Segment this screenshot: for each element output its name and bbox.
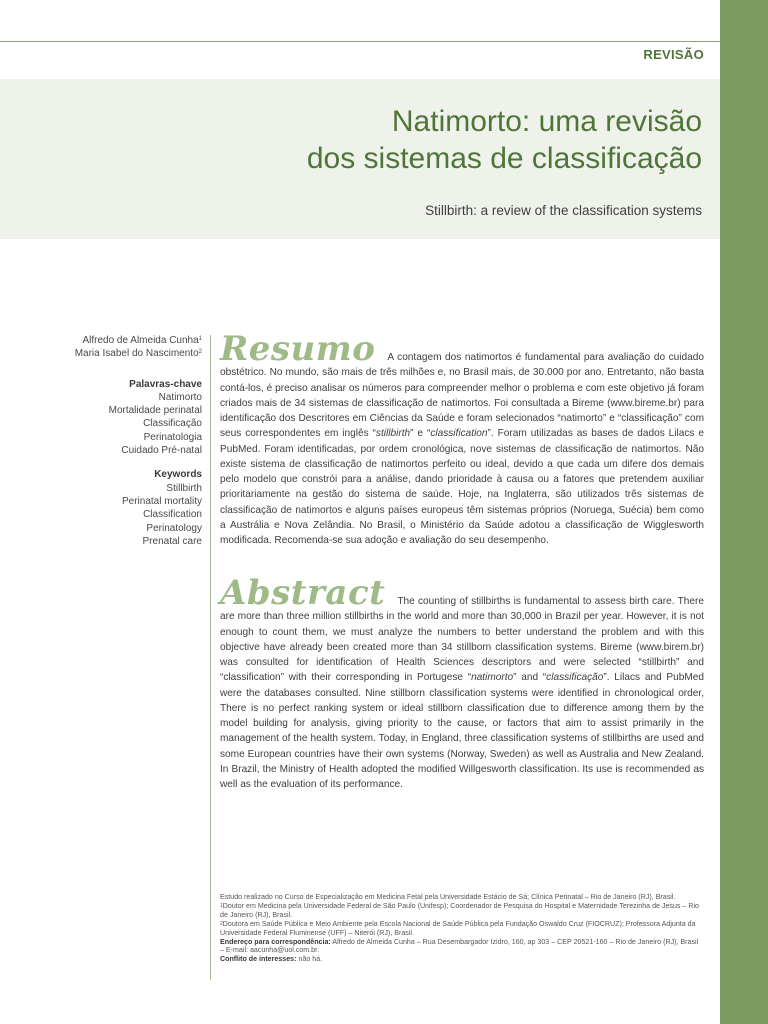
column-divider xyxy=(210,335,211,980)
keywords-en-heading: Keywords xyxy=(154,469,202,481)
abstract-text: ” and “ xyxy=(513,672,547,684)
address-label: Endereço para correspondência: xyxy=(220,937,331,946)
keyword-pt: Cuidado Pré-natal xyxy=(121,445,202,457)
resumo-term-stillbirth: stillbirth xyxy=(375,428,411,440)
abstract-heading: Abstract xyxy=(220,573,386,613)
address-text: Alfredo de Almeida Cunha – Rua Desembargador Izidro, 160, ap 303 – CEP 20521-160 – Rio de Janeiro (RJ), Brasil – E-mail: aacunha@uol.com.br. xyxy=(220,937,699,955)
title-band xyxy=(0,79,720,239)
title-line-2: dos sistemas de classificação xyxy=(306,142,702,175)
section-label: REVISÃO xyxy=(643,47,704,62)
author-affiliation: 1 xyxy=(198,336,202,342)
resumo-text: A contagem dos natimortos é fundamental para avaliação do cuidado obstétrico. No mundo, são mais de três milhões e, no Brasil mais, de 30.000 por ano. Entretanto, não basta contá-los, é preciso analisar os números para compreender melhor o problema e com este objetivo já foram criados mais de 34 sistemas de classificação de natimortos. Foi consultada a Bireme (www.bireme.br) para identificação dos Descritores em Ciências da Saúde e foram selecionados “natimorto” e “classificação” com seus correspondentes em inglês “ xyxy=(220,352,704,440)
keyword-pt: Classificação xyxy=(143,418,202,430)
resumo-term-classification: classification xyxy=(430,428,488,440)
abstract-term-natimorto: natimorto xyxy=(471,672,514,684)
article-title xyxy=(142,103,702,177)
keyword-pt: Natimorto xyxy=(158,391,202,403)
footnote-text: Doutora em Saúde Pública e Meio Ambiente pela Escola Nacional de Saúde Pública pela Fundação Oswaldo Cruz (FIOCRUZ); Professora Adjunta da Universidade Federal Fluminense (UFF) – Niterói (RJ), Brasil. xyxy=(220,919,696,937)
conflict-label: Conflito de interesses: xyxy=(220,955,297,964)
keywords-pt-heading: Palavras-chave xyxy=(129,378,202,390)
footnote-address xyxy=(220,938,704,956)
abstract-text: ”. Lilacs and PubMed were the databases consulted. Nine stillborn classification systems were identified in chronological order, There is no perfect ranking system or ideal stillborn classification due to difference among them by the model building for analysis, giving priority to the cause, or factors that aim to assist primarily in the management of the health system. Today, in England, three classification systems of stillbirths are used and some European countries have their own systems (Norway, Sweden) as well as Australia and New Zealand. In Brazil, the Ministry of Health adopted the modified Willgesworth classification. Its use is recommended as well as the evaluation of its performance. xyxy=(220,672,704,790)
footnote-text: Doutor em Medicina pela Universidade Federal de São Paulo (Unifesp); Coordenador de Pesquisa do Hospital e Maternidade Terezinha de Jesus – Rio de Janeiro (RJ), Brasil. xyxy=(220,901,699,919)
keyword-pt: Mortalidade perinatal xyxy=(108,405,202,417)
keyword-pt: Perinatologia xyxy=(143,431,202,443)
keyword-en: Perinatology xyxy=(146,522,202,534)
author-name: Alfredo de Almeida Cunha xyxy=(82,335,199,346)
footnote-2 xyxy=(220,920,704,938)
footnote-1 xyxy=(220,902,704,920)
resumo-heading: Resumo xyxy=(220,329,376,369)
resumo-text: ” e “ xyxy=(410,428,431,440)
abstract-section xyxy=(220,573,704,792)
resumo-text: ”. Foram utilizadas as bases de dados Lilacs e PubMed. Foram identificadas, por ordem cronológica, nove sistemas de classificação de natimortos. Não existe sistema de classificação de natimortos perfeito ou ideal, devido a que cada um difere dos demais pelo modelo que constrói para a análise, dando prioridade à causa ou a fatores que pretendem auxiliar prioritariamente na gestão do sistema de saúde. Hoje, na Inglaterra, são utilizados três sistemas de classificação de natimortos e alguns países europeus têm sistemas próprios (Noruega, Suécia) bem como a Austrália e Nova Zelândia. No Brasil, o Ministério da Saúde adotou a classificação de Wigglesworth modificada. Recomenda-se sua adoção e avaliação do seu desempenho. xyxy=(220,428,704,546)
keyword-en: Classification xyxy=(143,509,202,521)
author xyxy=(20,347,202,360)
footnote-conflict xyxy=(220,955,704,964)
conflict-text: não há. xyxy=(296,955,323,964)
author-affiliation: 2 xyxy=(198,349,202,356)
footnotes xyxy=(220,893,704,964)
left-column xyxy=(20,334,202,548)
header-rule xyxy=(0,41,720,42)
article-subtitle: Stillbirth: a review of the classification systems xyxy=(425,203,702,218)
author-name: Maria Isabel do Nascimento xyxy=(74,348,199,360)
title-line-1: Natimorto: uma revisão xyxy=(391,105,702,138)
footnote-marker: 1 xyxy=(220,902,223,909)
footnote-study: Estudo realizado no Curso de Especialização em Medicina Fetal pela Universidade Estácio de Sá; Clínica Perinatal – Rio de Janeiro (RJ), Brasil. xyxy=(220,893,676,901)
keyword-en: Stillbirth xyxy=(166,482,202,494)
abstract-term-classificacao: classificação xyxy=(546,672,604,684)
keyword-en: Perinatal mortality xyxy=(121,495,202,507)
keyword-en: Prenatal care xyxy=(142,535,202,547)
author xyxy=(20,334,202,347)
footnote-marker: 2 xyxy=(220,920,223,927)
resumo-section xyxy=(220,329,704,548)
abstract-text: The counting of stillbirths is fundamental to assess birth care. There are more than three million stillbirths in the world and more than 30,000 in Brazil per year. However, it is not enough to count them, we must analyze the numbers to better understand the problem and with this objective have already been created more than 34 stillborn classification systems. Bireme (www.birem.br) was consulted for identification of Health Sciences descriptors and were selected “stillbirth” and “classification” with their corresponding in Portugese “ xyxy=(220,596,704,684)
side-color-bar xyxy=(720,0,768,1024)
